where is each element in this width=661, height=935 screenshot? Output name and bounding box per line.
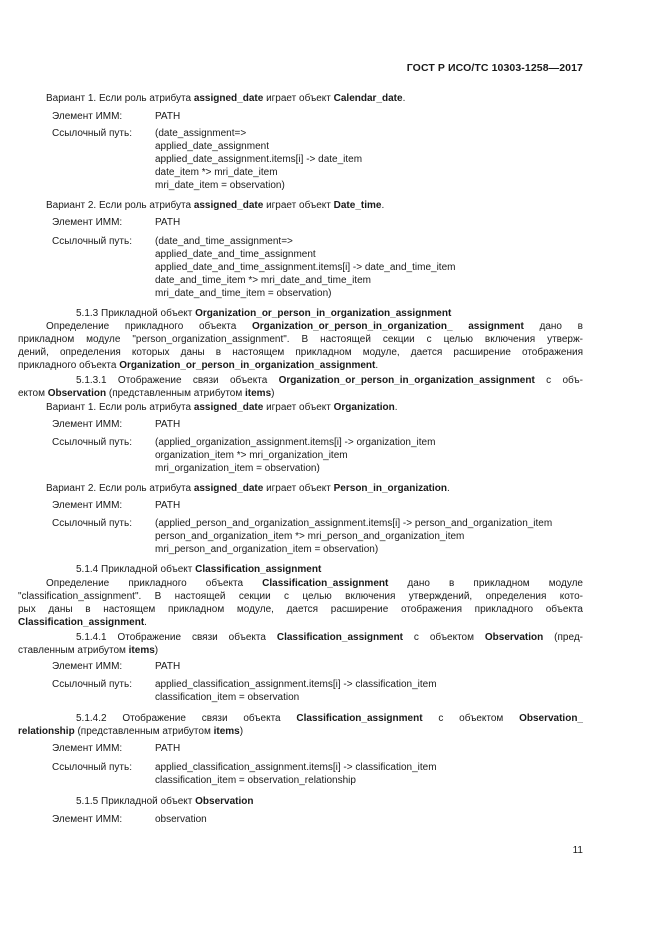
- path-line: mri_person_and_organization_item = observation): [155, 544, 379, 555]
- subsection-heading: 5.1.4.2 Отображение связи объекта Classification_assignment с объектом Observation_: [76, 713, 583, 724]
- paragraph-line: Определение прикладного объекта Classification_assignment дано в прикладном модуле: [46, 578, 583, 589]
- section-heading: 5.1.4 Прикладной объект Classification_assignment: [76, 564, 322, 575]
- subsection-heading: 5.1.3.1 Отображение связи объекта Organization_or_person_in_organization_assignment с объ-: [76, 375, 583, 386]
- paragraph-line: рых даны в настоящем прикладном модуле, дается расширение отображения прикладного объекта: [18, 604, 583, 615]
- subsection-heading-cont: ектом Observation (представленным атрибутом items): [18, 388, 275, 399]
- variant-intro: Вариант 2. Если роль атрибута assigned_date играет объект Person_in_organization.: [46, 483, 450, 494]
- path-line: mri_date_and_time_item = observation): [155, 288, 332, 299]
- path-line: (date_and_time_assignment=>: [155, 236, 293, 247]
- element-value: PATH: [155, 111, 181, 122]
- path-label: Ссылочный путь:: [52, 236, 132, 247]
- path-line: mri_date_item = observation): [155, 180, 285, 191]
- element-value: PATH: [155, 217, 181, 228]
- paragraph-line: Определение прикладного объекта Organization_or_person_in_organization_ assignment дано в: [46, 321, 583, 332]
- paragraph-line: Classification_assignment.: [18, 617, 147, 628]
- page-number: 11: [572, 845, 583, 856]
- path-line: (applied_person_and_organization_assignment.items[i] -> person_and_organization_item: [155, 518, 553, 529]
- path-line: person_and_organization_item *> mri_person_and_organization_item: [155, 531, 465, 542]
- paragraph-line: прикладного объекта Organization_or_person_in_organization_assignment.: [18, 360, 379, 371]
- paragraph-line: прикладном модуле "person_organization_assignment". В настоящей секции с целью включения утверж-: [18, 334, 583, 345]
- path-line: applied_date_and_time_assignment: [155, 249, 316, 260]
- path-line: applied_date_assignment: [155, 141, 269, 152]
- path-line: (applied_organization_assignment.items[i] -> organization_item: [155, 437, 436, 448]
- section-heading: 5.1.3 Прикладной объект Organization_or_person_in_organization_assignment: [76, 308, 452, 319]
- subsection-heading: 5.1.4.1 Отображение связи объекта Classification_assignment с объектом Observation (пред-: [76, 632, 583, 643]
- section-heading: 5.1.5 Прикладной объект Observation: [76, 796, 254, 807]
- path-line: classification_item = observation_relationship: [155, 775, 356, 786]
- path-label: Ссылочный путь:: [52, 762, 132, 773]
- path-line: date_and_time_item *> mri_date_and_time_item: [155, 275, 371, 286]
- element-value: PATH: [155, 661, 181, 672]
- standard-header: ГОСТ Р ИСО/ТС 10303-1258—2017: [406, 62, 583, 74]
- element-value: PATH: [155, 500, 181, 511]
- paragraph-line: "classification_assignment". В настоящей секции с целью включения утверждений, определения кото-: [18, 591, 583, 602]
- element-value: PATH: [155, 419, 181, 430]
- subsection-heading-cont: relationship (представленным атрибутом items): [18, 726, 244, 737]
- element-label: Элемент ИММ:: [52, 743, 123, 754]
- variant-intro: Вариант 2. Если роль атрибута assigned_date играет объект Date_time.: [46, 200, 385, 211]
- subsection-heading-cont: ставленным атрибутом items): [18, 645, 159, 656]
- paragraph-line: дений, определения которых даны в настоящем прикладном модуле, дается расширение отображения: [18, 347, 583, 358]
- variant-intro: Вариант 1. Если роль атрибута assigned_date играет объект Organization.: [46, 402, 398, 413]
- path-label: Ссылочный путь:: [52, 437, 132, 448]
- path-line: applied_date_and_time_assignment.items[i] -> date_and_time_item: [155, 262, 456, 273]
- path-line: mri_organization_item = observation): [155, 463, 320, 474]
- element-value: PATH: [155, 743, 181, 754]
- path-line: (date_assignment=>: [155, 128, 247, 139]
- element-label: Элемент ИММ:: [52, 661, 123, 672]
- path-label: Ссылочный путь:: [52, 679, 132, 690]
- path-line: applied_classification_assignment.items[i] -> classification_item: [155, 762, 437, 773]
- element-label: Элемент ИММ:: [52, 217, 123, 228]
- element-label: Элемент ИММ:: [52, 814, 123, 825]
- element-value: observation: [155, 814, 207, 825]
- variant-intro: Вариант 1. Если роль атрибута assigned_date играет объект Calendar_date.: [46, 93, 406, 104]
- path-line: date_item *> mri_date_item: [155, 167, 278, 178]
- path-line: applied_date_assignment.items[i] -> date_item: [155, 154, 363, 165]
- element-label: Элемент ИММ:: [52, 419, 123, 430]
- path-line: classification_item = observation: [155, 692, 300, 703]
- element-label: Элемент ИММ:: [52, 111, 123, 122]
- path-line: organization_item *> mri_organization_item: [155, 450, 348, 461]
- path-label: Ссылочный путь:: [52, 518, 132, 529]
- element-label: Элемент ИММ:: [52, 500, 123, 511]
- path-label: Ссылочный путь:: [52, 128, 132, 139]
- path-line: applied_classification_assignment.items[i] -> classification_item: [155, 679, 437, 690]
